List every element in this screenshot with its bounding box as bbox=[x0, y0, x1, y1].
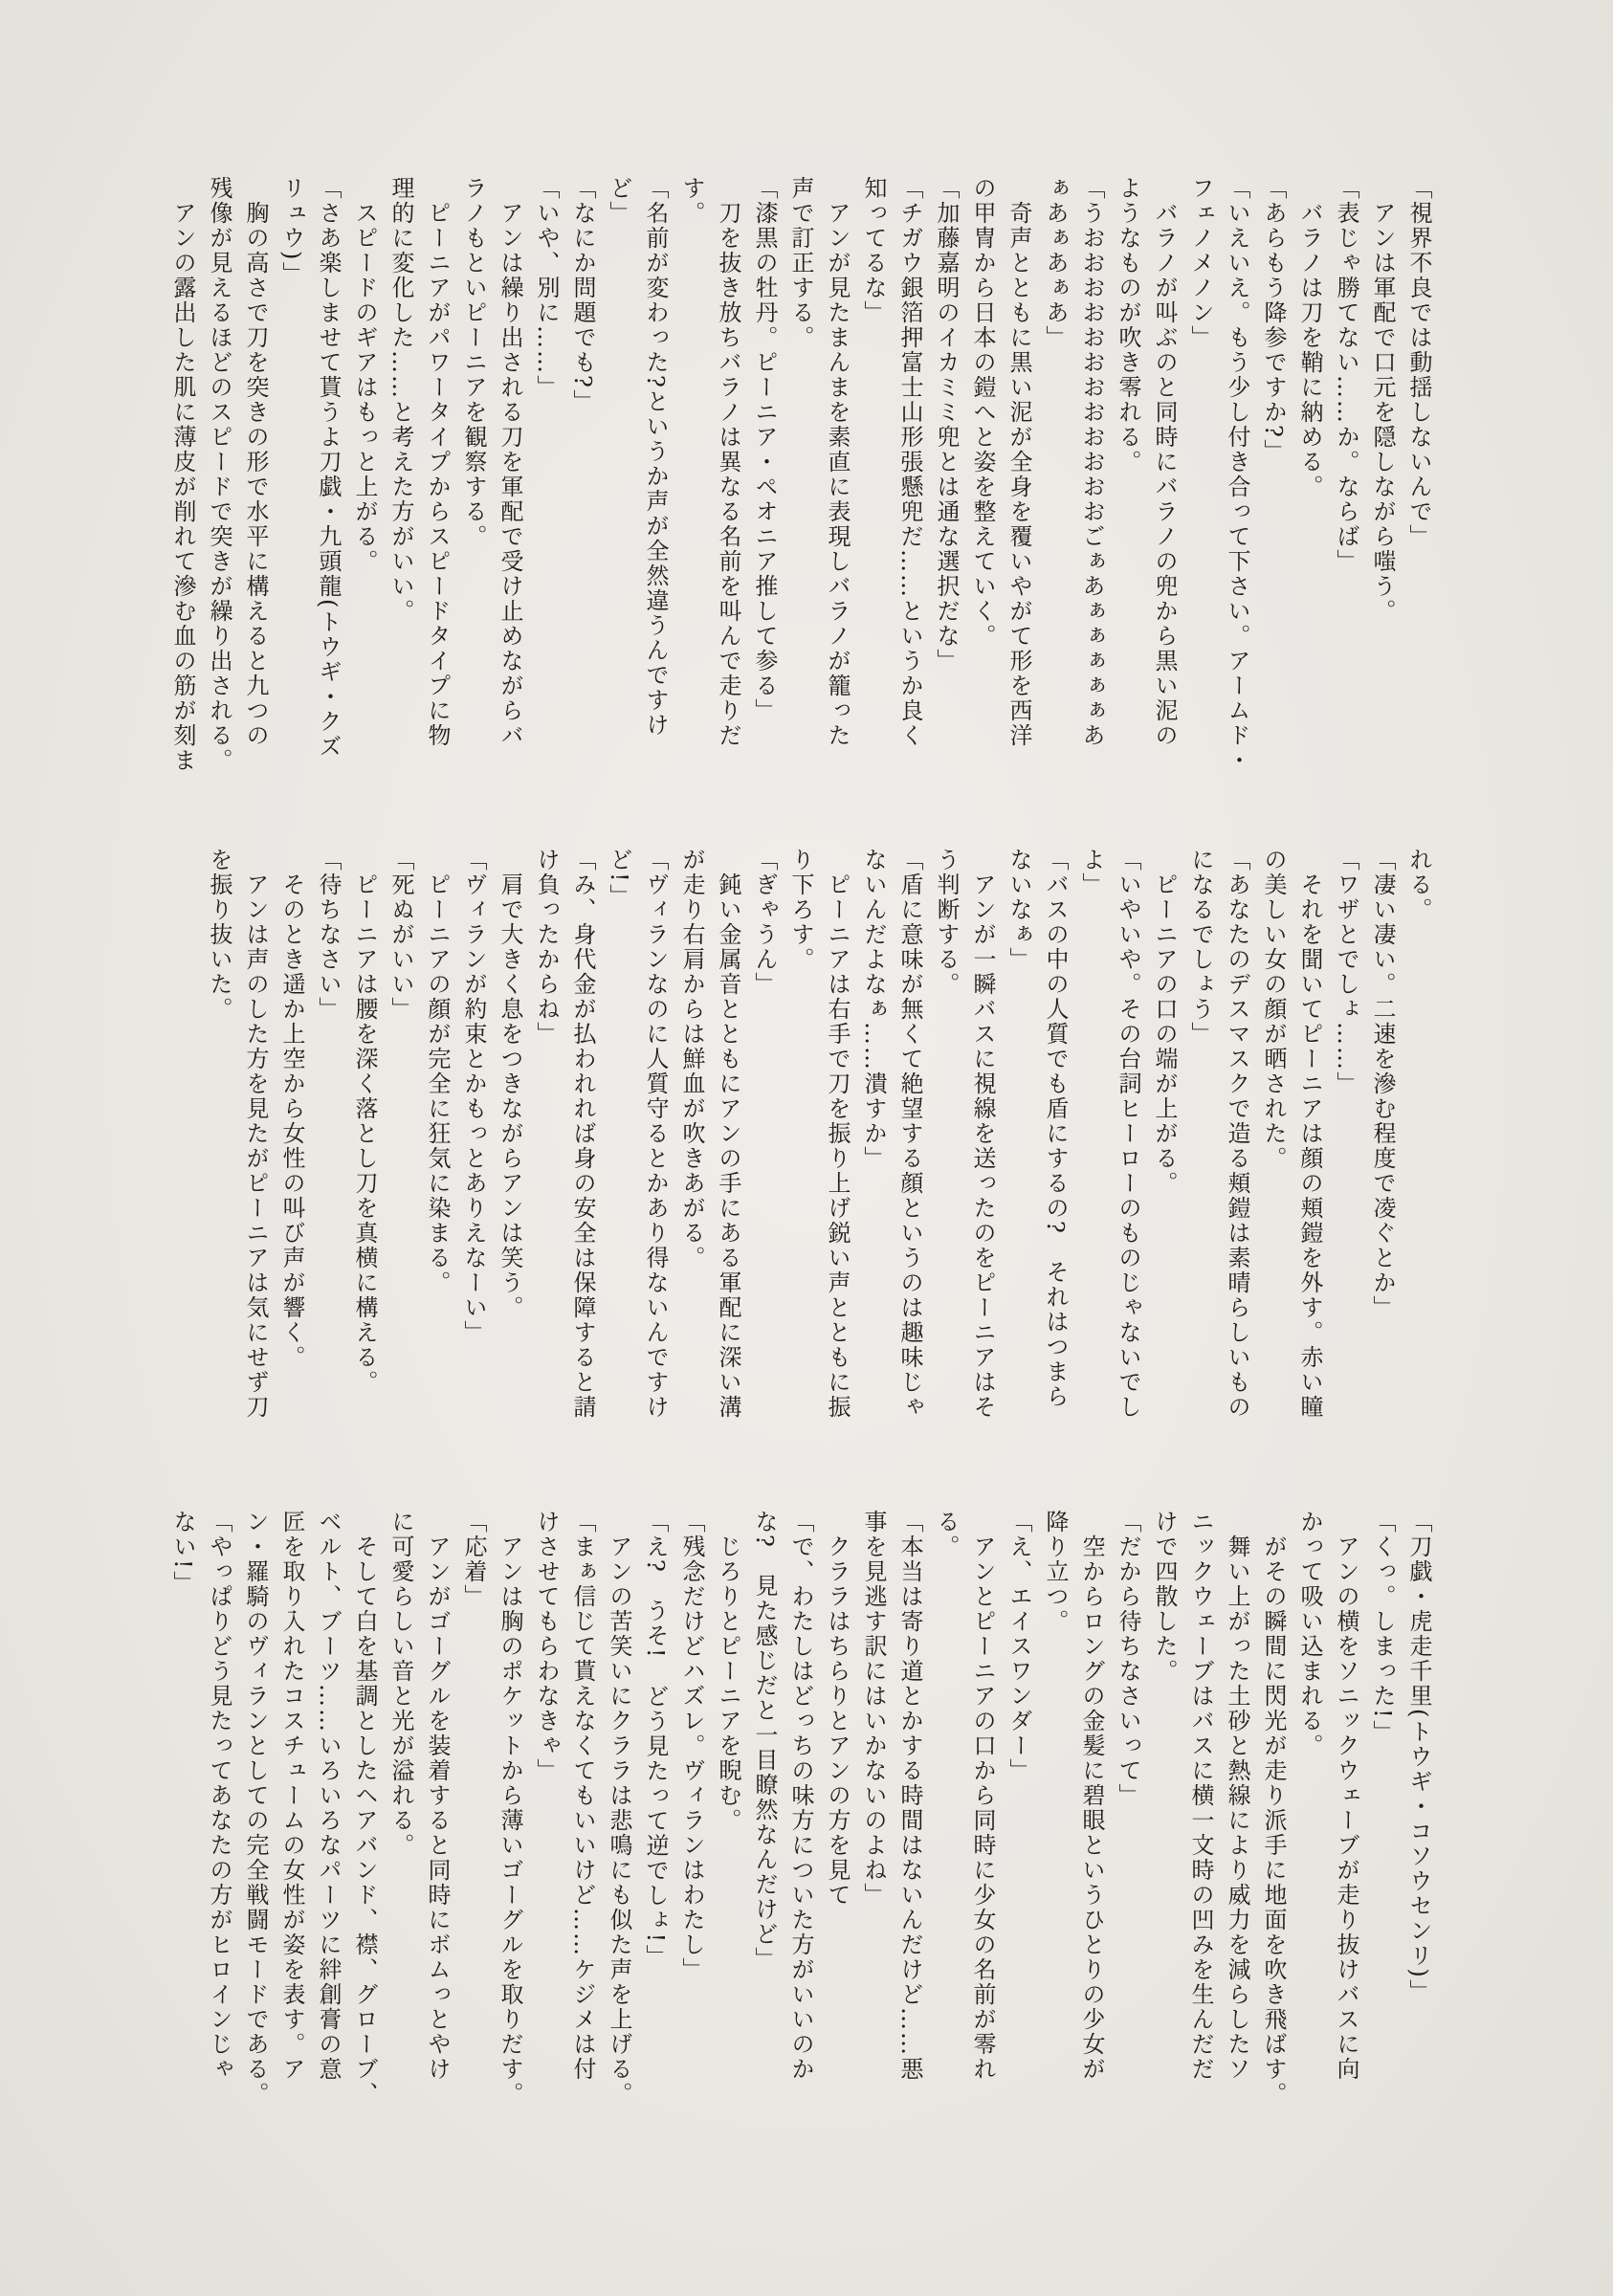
text-column: 「ぎゃうん」 bbox=[751, 848, 778, 997]
text-column: 「くっ。しまった!」 bbox=[1369, 1510, 1396, 1745]
text-column: アンは声のした方を見たがピーニアは気にせず刀 bbox=[242, 848, 269, 1420]
text-column: 肩で大きく息をつきながらアンは笑う。 bbox=[497, 848, 523, 1320]
text-column: 「いえいえ。もう少し付き合って下さい。アームド・ bbox=[1224, 176, 1250, 773]
text-column: 匠を取り入れたコスチュームの女性が姿を表す。ア bbox=[278, 1510, 305, 2082]
text-column: になるでしょう」 bbox=[1187, 848, 1214, 1047]
text-column: 「あなたのデスマスクで造る頬鎧は素晴らしいもの bbox=[1224, 848, 1250, 1420]
text-column: 「ヴィランなのに人質守るとかあり得ないんですけ bbox=[642, 848, 669, 1420]
text-band-top bbox=[165, 176, 1437, 796]
text-column: 奇声とともに黒い泥が全身を覆いやがて形を西洋 bbox=[1005, 176, 1032, 748]
text-column: 「え? うそ! どう見たって逆でしょ!」 bbox=[642, 1510, 669, 1970]
text-column: ン・羅騎のヴィランとしての完全戦闘モードである。 bbox=[242, 1510, 269, 2107]
text-column: バラノが叫ぶのと同時にバラノの兜から黒い泥の bbox=[1151, 176, 1178, 748]
text-column: の美しい女の顔が晒された。 bbox=[1260, 848, 1287, 1171]
text-column: それを聞いてピーニアは顔の頬鎧を外す。赤い瞳 bbox=[1296, 848, 1323, 1420]
text-column: がその瞬間に閃光が走り派手に地面を吹き飛ばす。 bbox=[1260, 1510, 1287, 2107]
text-column: の甲冑から日本の鎧へと姿を整えていく。 bbox=[969, 176, 996, 649]
text-column: 「加藤嘉明のイカミミ兜とは通な選択だな」 bbox=[933, 176, 960, 673]
text-column: けで四散した。 bbox=[1151, 1510, 1178, 1684]
text-column: 「名前が変わった?というか声が全然違うんですけ bbox=[642, 176, 669, 738]
text-column: 「いやいや。その台詞ヒーローのものじゃないでし bbox=[1115, 848, 1141, 1420]
text-column: ない!」 bbox=[169, 1510, 196, 1596]
text-column: アンの苦笑いにクララは悲鳴にも似た声を上げる。 bbox=[606, 1510, 632, 2107]
text-column: 「待ちなさい」 bbox=[315, 848, 342, 1022]
text-column: ピーニアの顔が完全に狂気に染まる。 bbox=[424, 848, 451, 1295]
text-column: アンが一瞬バスに視線を送ったのをピーニアはそ bbox=[969, 848, 996, 1420]
text-column: ピーニアは右手で刀を振り上げ鋭い声とともに振 bbox=[824, 848, 851, 1420]
text-column: 「み、身代金が払われれば身の安全は保障すると請 bbox=[569, 848, 596, 1420]
text-column: 「ワザとでしょ……」 bbox=[1333, 848, 1359, 1096]
text-column: 「本当は寄り道とかする時間はないんだけど……悪 bbox=[896, 1510, 923, 2082]
text-column: 「ヴィランが約束とかもっとありえなーい」 bbox=[460, 848, 487, 1345]
text-column: 声で訂正する。 bbox=[787, 176, 814, 350]
text-column: 「死ぬがいい」 bbox=[387, 848, 414, 1022]
text-column: れる。 bbox=[1405, 848, 1432, 922]
text-column: ピーニアは腰を深く落とし刀を真横に構える。 bbox=[351, 848, 378, 1395]
text-column: ぁあぁあぁあ」 bbox=[1042, 176, 1069, 350]
text-column: アンは胸のポケットから薄いゴーグルを取りだす。 bbox=[497, 1510, 523, 2107]
text-column: り下ろす。 bbox=[787, 848, 814, 972]
text-column: 「表じゃ勝てない……か。ならば」 bbox=[1333, 176, 1359, 574]
text-column: そのとき遥か上空から女性の叫び声が響く。 bbox=[278, 848, 305, 1370]
text-column: 刀を抜き放ちバラノは異なる名前を叫んで走りだ bbox=[715, 176, 741, 748]
text-column: 「さあ楽しませて貰うよ刀戯・九頭龍(トウギ・クズ bbox=[315, 176, 342, 760]
text-column: ど!」 bbox=[606, 848, 632, 909]
text-column: 「いや、別に……」 bbox=[533, 176, 560, 400]
text-column: 「だから待ちなさいって」 bbox=[1115, 1510, 1141, 1808]
text-column: リュウ)」 bbox=[278, 176, 305, 287]
text-column: 「なにか問題でも?」 bbox=[569, 176, 596, 414]
text-column: 事を見逃す訳にはいかないのよね」 bbox=[860, 1510, 887, 1908]
text-column: ないんだよなぁ……潰すか」 bbox=[860, 848, 887, 1171]
text-column: ようなものが吹き零れる。 bbox=[1115, 176, 1141, 475]
text-column: アンの露出した肌に薄皮が削れて滲む血の筋が刻ま bbox=[169, 176, 196, 773]
text-column: 「やっぱりどう見たってあなたの方がヒロインじゃ bbox=[206, 1510, 232, 2082]
text-column: 「盾に意味が無くて絶望する顔というのは趣味じゃ bbox=[896, 848, 923, 1420]
text-column: 「あらもう降参ですか?」 bbox=[1260, 176, 1287, 464]
text-column: けさせてもらわなきゃ」 bbox=[533, 1510, 560, 1783]
text-column: 舞い上がった土砂と熱線により威力を減らしたソ bbox=[1224, 1510, 1250, 2082]
text-column: 「応着」 bbox=[460, 1510, 487, 1609]
text-column: 「チガウ銀箔押富士山形張懸兜だ……というか良く bbox=[896, 176, 923, 748]
text-column: アンとピーニアの口から同時に少女の名前が零れ bbox=[969, 1510, 996, 2082]
text-column: 理的に変化した……と考えた方がいい。 bbox=[387, 176, 414, 624]
text-column: ないなぁ」 bbox=[1005, 848, 1032, 972]
text-column: 「視界不良では動揺しないんで」 bbox=[1405, 176, 1432, 549]
text-column: 鈍い金属音とともにアンの手にある軍配に深い溝 bbox=[715, 848, 741, 1420]
text-column: 「バスの中の人質でも盾にするの? それはつまら bbox=[1042, 848, 1069, 1409]
text-column: 「凄い凄い。二速を滲む程度で凌ぐとか」 bbox=[1369, 848, 1396, 1320]
text-column: ピーニアの口の端が上がる。 bbox=[1151, 848, 1178, 1196]
text-column: よ」 bbox=[1078, 848, 1105, 897]
text-column: け負ったからね」 bbox=[533, 848, 560, 1047]
text-column: アンの横をソニックウェーブが走り抜けバスに向 bbox=[1333, 1510, 1359, 2082]
text-column: ピーニアがパワータイプからスピードタイプに物 bbox=[424, 176, 451, 748]
text-column: ニックウェーブはバスに横一文時の凹みを生んだだ bbox=[1187, 1510, 1214, 2082]
text-column: バラノは刀を鞘に納める。 bbox=[1296, 176, 1323, 499]
text-column: 降り立つ。 bbox=[1042, 1510, 1069, 1634]
text-column: 「漆黒の牡丹。ピーニア・ペオニア推して参る」 bbox=[751, 176, 778, 723]
text-column: かって吸い込まれる。 bbox=[1296, 1510, 1323, 1758]
text-column: 「刀戯・虎走千里(トウギ・コソウセンリ)」 bbox=[1405, 1510, 1432, 2004]
text-column: 「まぁ信じて貰えなくてもいいけど……ケジメは付 bbox=[569, 1510, 596, 2082]
text-column: 「で、わたしはどっちの味方についた方がいいのか bbox=[787, 1510, 814, 2082]
text-column: す。 bbox=[678, 176, 705, 226]
text-column: に可愛らしい音と光が溢れる。 bbox=[387, 1510, 414, 1858]
text-column: フェノメノン」 bbox=[1187, 176, 1214, 350]
text-column: スピードのギアはもっと上がる。 bbox=[351, 176, 378, 574]
text-column: 「うおおおおおおおおおおおおごぁあぁぁぁぁぁあ bbox=[1078, 176, 1105, 748]
text-column: が走り右肩からは鮮血が吹きあがる。 bbox=[678, 848, 705, 1270]
text-column: る。 bbox=[933, 1510, 960, 1559]
text-column: ラノもといピーニアを観察する。 bbox=[460, 176, 487, 549]
text-column: ど」 bbox=[606, 176, 632, 226]
text-column: アンは軍配で口元を隠しながら嗤う。 bbox=[1369, 176, 1396, 624]
text-column: う判断する。 bbox=[933, 848, 960, 997]
text-column: 残像が見えるほどのスピードで突きが繰り出される。 bbox=[206, 176, 232, 773]
text-column: 「え、エイスワンダー」 bbox=[1005, 1510, 1032, 1783]
text-column: 胸の高さで刀を突きの形で水平に構えると九つの bbox=[242, 176, 269, 748]
text-column: を振り抜いた。 bbox=[206, 848, 232, 1022]
text-column: じろりとピーニアを睨む。 bbox=[715, 1510, 741, 1833]
text-column: アンがゴーグルを装着すると同時にボムっとやけ bbox=[424, 1510, 451, 2082]
text-column: ベルト、ブーツ……いろいろなパーツに絆創膏の意 bbox=[315, 1510, 342, 2082]
text-column: アンは繰り出される刀を軍配で受け止めながらバ bbox=[497, 176, 523, 748]
text-column: アンが見たまんまを素直に表現しバラノが籠った bbox=[824, 176, 851, 748]
text-column: 「残念だけどハズレ。ヴィランはわたし」 bbox=[678, 1510, 705, 1982]
text-band-middle bbox=[201, 848, 1437, 1468]
text-column: クララはちらりとアンの方を見て bbox=[824, 1510, 851, 1908]
text-column: そして白を基調としたヘアバンド、襟、グローブ、 bbox=[351, 1510, 378, 2107]
text-column: な? 見た感じだと一目瞭然なんだけど」 bbox=[751, 1510, 778, 1972]
text-band-bottom bbox=[165, 1510, 1437, 2130]
text-column: 知ってるな」 bbox=[860, 176, 887, 325]
text-column: 空からロングの金髪に碧眼というひとりの少女が bbox=[1078, 1510, 1105, 2082]
